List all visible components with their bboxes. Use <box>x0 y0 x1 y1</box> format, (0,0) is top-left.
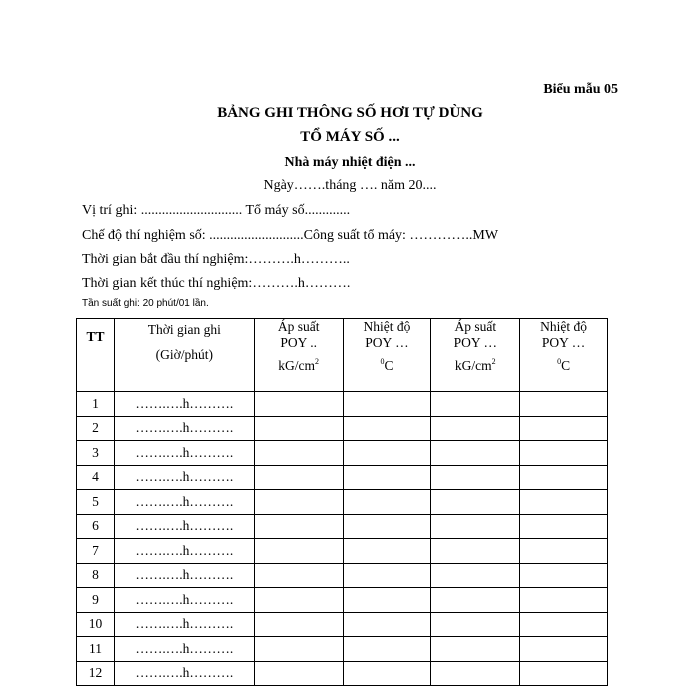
table-row <box>77 539 608 564</box>
temperature-2-cell[interactable] <box>520 588 608 613</box>
date-line: Ngày…….tháng …. năm 20.... <box>263 178 437 193</box>
temperature-1-cell[interactable] <box>343 637 431 662</box>
plant-name: Nhà máy nhiệt điện ... <box>284 155 416 170</box>
time-cell[interactable]: …….….h………. <box>114 465 254 490</box>
table-row <box>77 392 608 417</box>
temperature-1-cell[interactable] <box>343 539 431 564</box>
pressure-2-cell[interactable] <box>431 392 520 417</box>
pressure-2-cell[interactable] <box>431 637 520 662</box>
time-cell[interactable]: …….….h………. <box>114 416 254 441</box>
time-cell[interactable]: …….….h………. <box>114 563 254 588</box>
header-time-unit: (Giờ/phút) <box>155 347 214 362</box>
table-header-row <box>77 319 608 392</box>
header-tt: TT <box>77 319 115 392</box>
header-label: Nhiệt độ <box>363 319 411 334</box>
field-start-time: Thời gian bắt đầu thí nghiệm:……….h……….. <box>82 252 350 267</box>
temperature-2-cell[interactable] <box>520 416 608 441</box>
header-label: POY .. <box>280 335 317 350</box>
temperature-1-cell[interactable] <box>343 612 431 637</box>
row-number: 8 <box>77 563 115 588</box>
temperature-1-cell[interactable] <box>343 392 431 417</box>
header-label: Nhiệt độ <box>540 319 588 334</box>
frequency-note: Tần suất ghi: 20 phút/01 lần. <box>82 298 209 309</box>
table-row <box>77 588 608 613</box>
header-label: POY … <box>453 335 497 350</box>
temperature-1-cell[interactable] <box>343 441 431 466</box>
temperature-2-cell[interactable] <box>520 441 608 466</box>
temperature-2-cell[interactable] <box>520 392 608 417</box>
temperature-2-cell[interactable] <box>520 465 608 490</box>
header-time-label: Thời gian ghi <box>147 322 221 337</box>
header-pressure-1 <box>254 319 343 392</box>
row-number: 2 <box>77 416 115 441</box>
pressure-1-cell[interactable] <box>254 465 343 490</box>
table-row <box>77 661 608 686</box>
header-time <box>114 319 254 392</box>
pressure-1-cell[interactable] <box>254 490 343 515</box>
pressure-1-cell[interactable] <box>254 441 343 466</box>
document-title: BẢNG GHI THÔNG SỐ HƠI TỰ DÙNG <box>217 105 483 121</box>
time-cell[interactable]: …….….h………. <box>114 392 254 417</box>
temperature-2-cell[interactable] <box>520 490 608 515</box>
pressure-1-cell[interactable] <box>254 416 343 441</box>
header-unit: $kG/cm^2$ <box>278 357 320 373</box>
header-unit: $^0$C <box>380 357 394 373</box>
pressure-2-cell[interactable] <box>431 465 520 490</box>
pressure-2-cell[interactable] <box>431 490 520 515</box>
field-mode: Chế độ thí nghiệm số: ...........................Công suất tổ máy: …………..MW <box>82 228 499 243</box>
pressure-2-cell[interactable] <box>431 612 520 637</box>
form-number: Biểu mẫu 05 <box>543 82 618 97</box>
row-number: 4 <box>77 465 115 490</box>
pressure-1-cell[interactable] <box>254 637 343 662</box>
field-position: Vị trí ghi: ............................. Tổ máy số............. <box>82 203 351 218</box>
pressure-1-cell[interactable] <box>254 563 343 588</box>
row-number: 9 <box>77 588 115 613</box>
temperature-1-cell[interactable] <box>343 563 431 588</box>
time-cell[interactable]: …….….h………. <box>114 612 254 637</box>
header-unit: $kG/cm^2$ <box>454 357 496 373</box>
pressure-1-cell[interactable] <box>254 539 343 564</box>
row-number: 11 <box>77 637 115 662</box>
table-row <box>77 441 608 466</box>
table-row <box>77 612 608 637</box>
pressure-2-cell[interactable] <box>431 539 520 564</box>
pressure-2-cell[interactable] <box>431 588 520 613</box>
table-row <box>77 465 608 490</box>
pressure-2-cell[interactable] <box>431 661 520 686</box>
time-cell[interactable]: …….….h………. <box>114 490 254 515</box>
header-label: POY … <box>365 335 409 350</box>
temperature-2-cell[interactable] <box>520 539 608 564</box>
header-label: Áp suất <box>277 319 320 334</box>
field-end-time: Thời gian kết thúc thí nghiệm:……….h………. <box>82 276 351 291</box>
temperature-2-cell[interactable] <box>520 637 608 662</box>
table-row <box>77 416 608 441</box>
header-temperature-2 <box>520 319 608 392</box>
time-cell[interactable]: …….….h………. <box>114 441 254 466</box>
row-number: 6 <box>77 514 115 539</box>
temperature-2-cell[interactable] <box>520 661 608 686</box>
pressure-1-cell[interactable] <box>254 588 343 613</box>
temperature-1-cell[interactable] <box>343 514 431 539</box>
header-pressure-2 <box>431 319 520 392</box>
row-number: 12 <box>77 661 115 686</box>
row-number: 7 <box>77 539 115 564</box>
time-cell[interactable]: …….….h………. <box>114 588 254 613</box>
temperature-1-cell[interactable] <box>343 661 431 686</box>
header-temperature-1 <box>343 319 431 392</box>
row-number: 5 <box>77 490 115 515</box>
table-row <box>77 490 608 515</box>
pressure-1-cell[interactable] <box>254 514 343 539</box>
pressure-2-cell[interactable] <box>431 563 520 588</box>
pressure-1-cell[interactable] <box>254 392 343 417</box>
time-cell[interactable]: …….….h………. <box>114 514 254 539</box>
temperature-1-cell[interactable] <box>343 465 431 490</box>
document-subtitle: TỔ MÁY SỐ ... <box>300 129 400 145</box>
table-row <box>77 514 608 539</box>
header-label: POY … <box>541 335 586 350</box>
row-number: 10 <box>77 612 115 637</box>
pressure-1-cell[interactable] <box>254 612 343 637</box>
pressure-2-cell[interactable] <box>431 514 520 539</box>
time-cell[interactable]: …….….h………. <box>114 661 254 686</box>
header-label: Áp suất <box>454 319 497 334</box>
pressure-1-cell[interactable] <box>254 661 343 686</box>
temperature-2-cell[interactable] <box>520 563 608 588</box>
table-row <box>77 637 608 662</box>
table-row <box>77 563 608 588</box>
time-cell[interactable]: …….….h………. <box>114 539 254 564</box>
temperature-2-cell[interactable] <box>520 612 608 637</box>
temperature-1-cell[interactable] <box>343 588 431 613</box>
log-table <box>76 318 608 686</box>
row-number: 1 <box>77 392 115 417</box>
pressure-2-cell[interactable] <box>431 441 520 466</box>
row-number: 3 <box>77 441 115 466</box>
time-cell[interactable]: …….….h………. <box>114 637 254 662</box>
pressure-2-cell[interactable] <box>431 416 520 441</box>
header-unit: $^0$C <box>557 357 571 373</box>
temperature-1-cell[interactable] <box>343 416 431 441</box>
temperature-2-cell[interactable] <box>520 514 608 539</box>
temperature-1-cell[interactable] <box>343 490 431 515</box>
